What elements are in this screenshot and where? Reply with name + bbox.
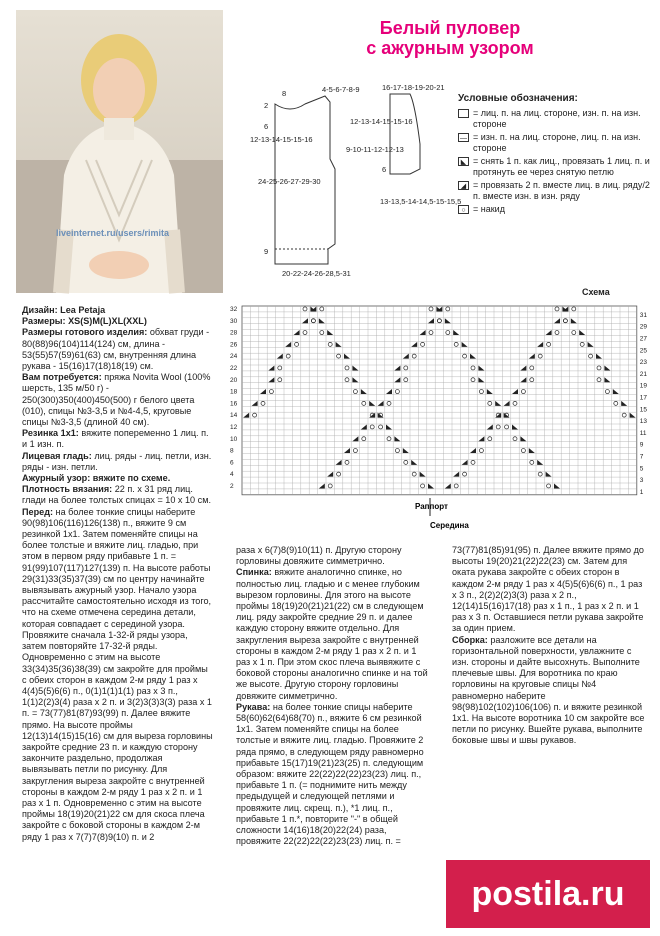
title-line-2: с ажурным узором — [366, 38, 534, 58]
front-text: на более тонкие спицы наберите 90(98)106(116)126(138) п., вяжите 9 см резинкой 1x1. Затем поменяйте спицы на более толстые и вяжите лиц. гладью, при этом в первом ряду прибавьте 1 п. = 91(99)107(117)127(139) п. На высоте работы 29(31)33(35)37(39) см по центру начинайте вывязывать ажурный узор. Начало узора рассчитайте самостоятельно исходя из того, что на схеме отмечена середина детали, которая совпадает с серединой узора. Провяжите сначала 1-32-й ряды узора, затем повторяйте 17-32-й ряды. Одновременно с этим на высоте 33(34)35(36)38(39) см закройте для проймы с обеих сторон в каждом 2-м ряду 1 раз x 4(4)5(5)6(6) п., 0(1)1(1)1(1) раз x 3 п., 1(1)2(2)3(4) раза x 2 п. и 3(2)3(3)3(3) раза x 1 п. = 73(77)81(87)93(99) п. Далее вяжите прямо. На высоте проймы 12(13)14(15)15(16) см для выреза горловины закройте средние 23 п. и каждую сторону закончите раздельно, продолжая вывязывать петли по рисунку. Для закругления выреза закройте с внутренней стороны в каждом 2-м ряду 1 раз x 2 п. и 1 раз x 1 п. Одновременно с этим на высоте проймы 18(19)20(21)22 см для скоса плеча закройте с боковой стороны в каждом 2-м ряду 1 раз x 7(7)7(8)9(10) п. и 2 — [22, 506, 213, 842]
needs-heading: Вам потребуется: — [22, 372, 102, 383]
schem-top: 8 — [282, 89, 287, 98]
text-column-2 — [236, 545, 428, 847]
row-label-right: 19 — [639, 382, 648, 390]
row-label-left: 14 — [230, 412, 238, 420]
title-line-1: Белый пуловер — [379, 18, 521, 38]
page-title — [330, 18, 570, 58]
row-label-left: 18 — [230, 388, 238, 396]
model-illustration — [16, 10, 223, 293]
needs-text: пряжа Novita Wool (100% шерсть, 135 м/50 г) - 250(300)350(400)450(500) г белого цвета (010), спицы №3-3,5 и №4-4,5, круговые спицы №3-3,5 (длиной 40 см). — [22, 372, 211, 428]
knit-symbol-icon — [458, 109, 469, 118]
rib-text: вяжите попеременно 1 лиц. п. и 1 изн. п. — [22, 428, 209, 450]
sleeve-text: на более тонкие спицы наберите 58(60)62(64)68(70) п., вяжите 6 см резинкой 1x1. Затем поменяйте спицы на более толстые и вяжите лиц. гладью. Провяжите 2 ряда прямо, в следующем ряду равномерно прибавьте 15(17)19(21)23(25) п. следующим образом: вяжите 22(22)22(22)23(23) лиц. п., прибавьте 1 п. (= поднимите нить между предыдущей и следующей петлями и провяжите лиц. скрещ. п.), *1 лиц. п., прибавьте 1 п.*, повторите "-" в общей сложности 14(16)18(20)22(24) раза, провяжите 22(22)22(22)23(23) лиц. п. = — [236, 701, 424, 847]
row-label-right: 1 — [639, 488, 644, 496]
lace-chart — [230, 302, 648, 532]
schem-left2: 6 — [264, 122, 269, 131]
chart-repeat-label: Раппорт — [415, 502, 448, 511]
text-column-3 — [452, 545, 646, 747]
legend-item — [458, 132, 658, 154]
stockinette-text: лиц. ряды - лиц. петли, изн. ряды - изн. петли. — [22, 450, 212, 472]
gauge-heading: Плотность вязания: — [22, 484, 113, 495]
dims-heading: Размеры готового изделия: — [22, 327, 148, 338]
model-photo — [16, 10, 223, 293]
legend-item — [458, 156, 658, 178]
purl-symbol-icon: — — [460, 135, 467, 142]
row-label-right: 7 — [639, 453, 644, 461]
legend-item — [458, 108, 658, 130]
row-label-left: 4 — [230, 471, 234, 479]
row-label-left: 30 — [230, 317, 238, 325]
row-label-right: 31 — [639, 311, 648, 319]
legend-item — [458, 180, 658, 202]
row-label-left: 22 — [230, 364, 238, 372]
text-column-1 — [22, 305, 214, 843]
schem-armhole: 12-13-14-15-15-16 — [250, 135, 313, 144]
back-text: вяжите аналогично спинке, но полностью лиц. гладью и с менее глубоким вырезом горловины. Для этого на высоте проймы 18(19)20(21)21(22) см в следующем лиц. ряду закройте средние 29 п. и далее каждую сторону вяжите отдельно. Для закругления выреза закройте с внутренней стороны в каждом 2-м ряду 1 раз x 2 п. и 1 раз x 1 п. При этом скос плеча выявяжите с боковой стороны аналогично спинке и на той же высоте. Другую сторону горловины довяжите симметрично. — [236, 567, 428, 701]
legend-item — [458, 204, 658, 215]
legend-text: = провязать 2 п. вместе лиц. в лиц. ряду/2 п. вместе изн. в изн. ряду — [473, 180, 650, 201]
legend-text: = изн. п. на лиц. стороне, лиц. п. на изн. стороне — [473, 132, 641, 153]
row-label-left: 26 — [230, 341, 238, 349]
row-label-right: 27 — [639, 335, 648, 343]
legend-text: = накид — [473, 204, 505, 214]
legend-text: = снять 1 п. как лиц., провязать 1 лиц. п. и протянуть ее через снятую петлю — [473, 156, 650, 177]
schem-width: 20-22-24-26-28,5-31 — [282, 269, 351, 278]
rib-heading: Резинка 1x1: — [22, 428, 79, 439]
k2tog-symbol-icon: ◢ — [458, 181, 469, 190]
lace-heading: Ажурный узор: — [22, 473, 91, 484]
ssk-symbol-icon: ◣ — [458, 157, 469, 166]
schem-left1: 2 — [264, 101, 269, 110]
yarn-over-symbol-icon: ○ — [458, 205, 469, 214]
stockinette-heading: Лицевая гладь: — [22, 450, 92, 461]
schem-sleeve-mid: 6 — [382, 165, 387, 174]
row-label-left: 20 — [230, 376, 238, 384]
photo-watermark: liveinternet.ru/users/rimita — [56, 228, 170, 238]
schem-sleeve-top: 16-17-18-19-20-21 — [382, 83, 445, 92]
front-heading: Перед: — [22, 506, 54, 517]
row-label-right: 29 — [639, 323, 648, 331]
schem-sleeve-cap: 12-13-14-15-15-16 — [350, 117, 413, 126]
row-label-right: 21 — [639, 370, 648, 378]
design-line: Дизайн: Lea Petaja — [22, 305, 106, 315]
lace-text: вяжите по схеме. — [92, 473, 171, 484]
row-label-left: 10 — [230, 435, 238, 443]
sleeve-continued: 73(77)81(85)91(95) п. Далее вяжите прямо до высоты 19(20)21(22)22(23) см. Затем для оката рукава закройте с обеих сторон в каждом 2-м ряду 1 раз x 4(5)5(6)6(6) п., 1 раз x 3 п., 2(2)2(2)3(3) раза x 2 п., 12(14)15(16)17(18) раз x 1 п., 1 раз x 2 п. и 1 раз x 3 п. Оставшиеся петли рукава закройте за один прием. — [452, 545, 644, 634]
postila-logo[interactable]: postila.ru — [446, 860, 650, 928]
chart-center-label: Середина — [430, 521, 469, 530]
row-label-right: 17 — [639, 394, 648, 402]
sleeve-heading: Рукава: — [236, 701, 271, 712]
gauge-text: 22 п. x 31 ряд лиц. глади на более толстых спицах = 10 x 10 см. — [22, 484, 211, 506]
schem-sleeve-cuff: 13-13,5-14-14,5-15-15,5 — [380, 197, 462, 206]
schem-shoulder: 4-5-6-7-8-9 — [322, 85, 360, 94]
chart-label: Схема — [582, 287, 610, 297]
row-label-right: 13 — [639, 418, 648, 426]
schem-rib: 9 — [264, 247, 269, 256]
legend — [458, 93, 658, 217]
row-label-left: 16 — [230, 400, 238, 408]
schem-sleeve-cap2: 9-10-11-12-12-13 — [346, 145, 404, 154]
row-label-left: 8 — [230, 447, 234, 455]
row-label-left: 32 — [230, 305, 238, 313]
row-label-left: 24 — [230, 353, 238, 361]
legend-heading: Условные обозначения: — [458, 93, 578, 104]
assembly-heading: Сборка: — [452, 634, 488, 645]
row-label-right: 15 — [639, 406, 648, 414]
garment-schematic — [250, 83, 462, 289]
assembly-text: разложите все детали на горизонтальной поверхности, увлажните с изн. стороны и дайте высохнуть. Выполните плечевые швы. Для воротника по краю горловины на круговые спицы №4 равномерно наберите 98(98)102(102)106(106) п. и вяжите резинкой 1x1. На высоте воротника 10 см закройте все петли по рисунку. Вшейте рукава, выполните боковые швы и швы рукавов. — [452, 634, 645, 746]
row-label-right: 3 — [639, 477, 644, 485]
row-label-left: 28 — [230, 329, 238, 337]
row-label-left: 12 — [230, 423, 238, 431]
row-label-right: 5 — [639, 465, 644, 473]
row-label-left: 2 — [230, 482, 234, 490]
row-label-left: 6 — [230, 459, 234, 467]
row-label-right: 9 — [639, 441, 644, 449]
row-label-right: 23 — [639, 359, 648, 367]
row-label-right: 11 — [639, 429, 647, 437]
back-heading: Спинка: — [236, 567, 272, 578]
schem-side: 24-25-26-27-29-30 — [258, 177, 321, 186]
sizes-line: Размеры: XS(S)M(L)XL(XXL) — [22, 316, 147, 327]
row-label-right: 25 — [639, 347, 648, 355]
dims-text: обхват груди - 80(88)96(104)114(124) см, длина - 53(55)57(59)61(63) см, внутренняя длина рукава - 15(16)17(18)18(19) см. — [22, 327, 210, 372]
front-continued: раза x 6(7)8(9)10(11) п. Другую сторону горловины довяжите симметрично. — [236, 545, 402, 567]
legend-text: = лиц. п. на лиц. стороне, изн. п. на изн. стороне — [473, 108, 641, 129]
